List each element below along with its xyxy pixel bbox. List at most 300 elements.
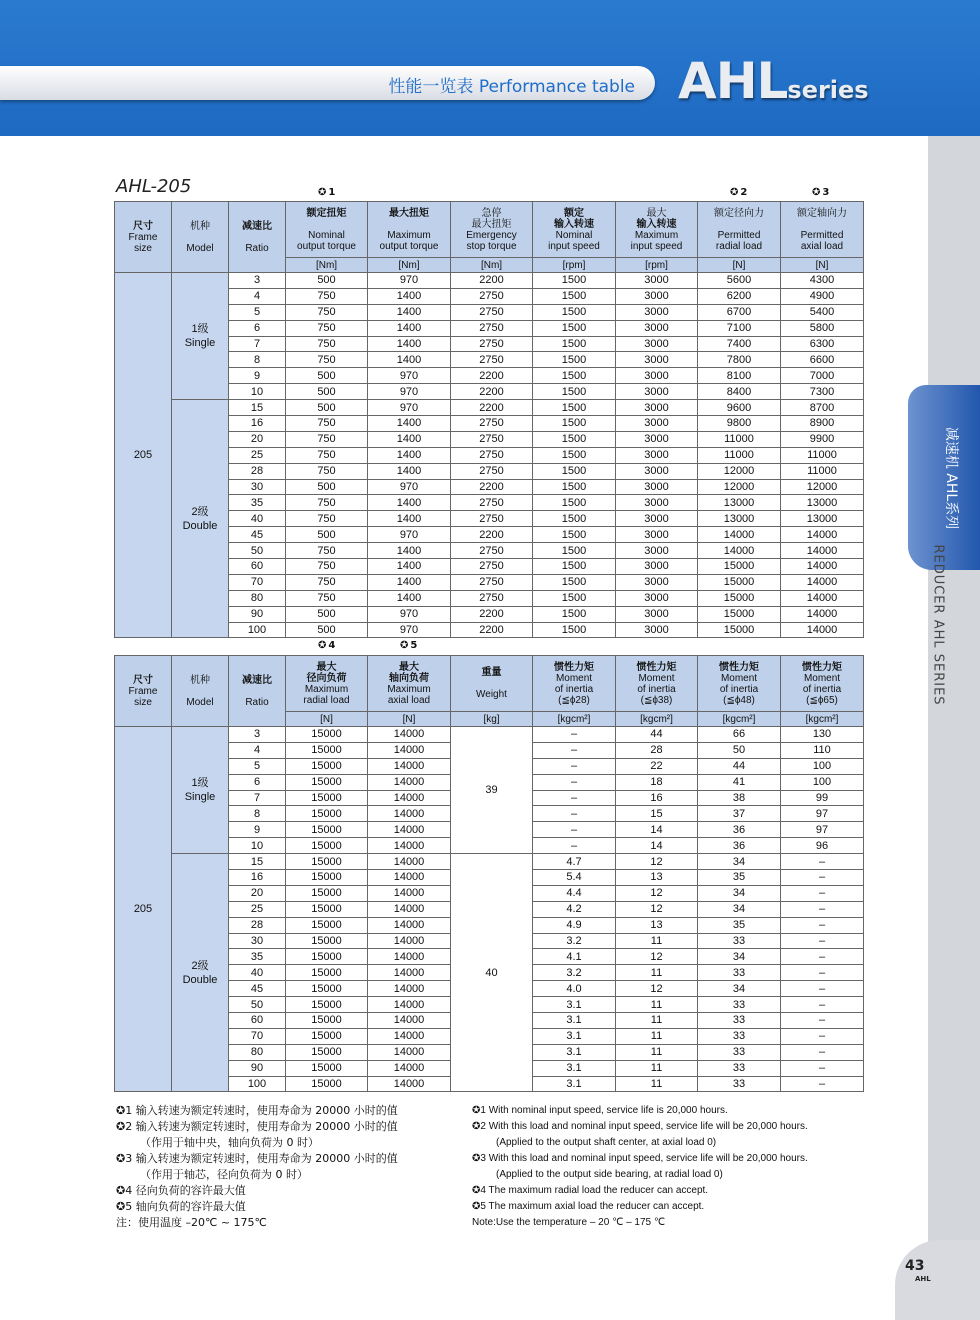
ratio-cell: 16 xyxy=(229,870,286,886)
ratio-cell: 60 xyxy=(229,1013,286,1029)
value-cell: 8400 xyxy=(698,384,781,400)
ratio-cell: 70 xyxy=(229,574,286,590)
note-line: (Applied to the output shaft center, at axial load 0) xyxy=(496,1137,717,1148)
value-cell: 14000 xyxy=(368,870,451,886)
value-cell: 1400 xyxy=(368,352,451,368)
ratio-cell: 50 xyxy=(229,543,286,559)
value-cell: 8700 xyxy=(781,400,864,416)
value-cell: 2750 xyxy=(451,336,533,352)
value-cell: 13000 xyxy=(698,495,781,511)
value-cell: 4.4 xyxy=(533,885,616,901)
unit-cell: [N] xyxy=(368,712,451,727)
value-cell: 4.0 xyxy=(533,981,616,997)
value-cell: – xyxy=(781,1028,864,1044)
value-cell: 37 xyxy=(698,806,781,822)
value-cell: – xyxy=(781,1044,864,1060)
value-cell: 41 xyxy=(698,774,781,790)
col-emergency-torque: 急停 最大扭矩 Emergency stop torque xyxy=(451,202,533,258)
value-cell: 14000 xyxy=(781,574,864,590)
value-cell: 2200 xyxy=(451,479,533,495)
value-cell: 12 xyxy=(616,885,698,901)
value-cell: 2750 xyxy=(451,447,533,463)
header-row xyxy=(115,202,864,258)
col-model: 机种 Model xyxy=(172,656,229,727)
value-cell: 750 xyxy=(286,352,368,368)
value-cell: 15000 xyxy=(286,949,368,965)
value-cell: 15000 xyxy=(698,622,781,638)
value-cell: 3000 xyxy=(616,463,698,479)
value-cell: 3000 xyxy=(616,447,698,463)
value-cell: 28 xyxy=(616,742,698,758)
value-cell: 13000 xyxy=(698,511,781,527)
note-line: ✪3 输入转速为额定转速时，使用寿命为 20000 小时的值 xyxy=(116,1152,398,1165)
unit-cell: [Nm] xyxy=(451,258,533,273)
col-ratio: 减速比 Ratio xyxy=(229,656,286,727)
value-cell: 9800 xyxy=(698,416,781,432)
value-cell: 15000 xyxy=(286,1013,368,1029)
value-cell: 2750 xyxy=(451,304,533,320)
value-cell: 7100 xyxy=(698,320,781,336)
header-banner xyxy=(0,0,980,136)
value-cell: 7800 xyxy=(698,352,781,368)
col-frame-size: 尺寸 Frame size xyxy=(115,202,172,273)
series-logo xyxy=(678,52,869,110)
value-cell: 11 xyxy=(616,1076,698,1092)
value-cell: 750 xyxy=(286,447,368,463)
value-cell: 12000 xyxy=(698,463,781,479)
stage-label-en: Single xyxy=(184,337,216,350)
value-cell: 5.4 xyxy=(533,870,616,886)
value-cell: 2200 xyxy=(451,527,533,543)
ratio-cell: 80 xyxy=(229,590,286,606)
value-cell: 15000 xyxy=(286,965,368,981)
value-cell: 14000 xyxy=(368,758,451,774)
value-cell: 14000 xyxy=(368,727,451,743)
value-cell: 750 xyxy=(286,431,368,447)
value-cell: 15000 xyxy=(286,790,368,806)
stage-label-en: Double xyxy=(182,973,218,986)
value-cell: 500 xyxy=(286,384,368,400)
value-cell: – xyxy=(781,1060,864,1076)
value-cell: 14 xyxy=(616,822,698,838)
col-ratio: 减速比 Ratio xyxy=(229,202,286,273)
value-cell: 750 xyxy=(286,495,368,511)
value-cell: – xyxy=(533,790,616,806)
value-cell: 1400 xyxy=(368,304,451,320)
value-cell: – xyxy=(781,854,864,870)
value-cell: 3000 xyxy=(616,431,698,447)
notes-cn xyxy=(116,1103,476,1231)
value-cell: 33 xyxy=(698,1028,781,1044)
value-cell: 14000 xyxy=(368,1076,451,1092)
value-cell: – xyxy=(781,917,864,933)
table-row xyxy=(115,854,864,870)
ratio-cell: 90 xyxy=(229,606,286,622)
value-cell: 15000 xyxy=(286,774,368,790)
value-cell: 11000 xyxy=(781,463,864,479)
value-cell: 100 xyxy=(781,758,864,774)
value-cell: 6300 xyxy=(781,336,864,352)
value-cell: 1500 xyxy=(533,273,616,289)
stage-single-cell xyxy=(172,727,229,854)
value-cell: 2200 xyxy=(451,384,533,400)
ratio-cell: 30 xyxy=(229,933,286,949)
note-line: ✪2 With this load and nominal input speed, service life will be 20,000 hours. xyxy=(472,1121,808,1132)
value-cell: 750 xyxy=(286,288,368,304)
ratio-cell: 4 xyxy=(229,288,286,304)
performance-table-2 xyxy=(114,655,864,1092)
value-cell: 14000 xyxy=(368,933,451,949)
value-cell: 14000 xyxy=(781,606,864,622)
value-cell: 66 xyxy=(698,727,781,743)
col-inertia-48: 惯性力矩 Moment of inertia (≦ϕ48) xyxy=(698,656,781,712)
value-cell: 3000 xyxy=(616,527,698,543)
note-line: 注：使用温度 –20℃ ~ 175℃ xyxy=(116,1216,267,1229)
note-line: （作用于轴中央，轴向负荷为 0 时） xyxy=(140,1136,319,1149)
value-cell: 1400 xyxy=(368,288,451,304)
value-cell: 15000 xyxy=(698,559,781,575)
value-cell: 2750 xyxy=(451,559,533,575)
value-cell: 15000 xyxy=(286,822,368,838)
ratio-cell: 5 xyxy=(229,758,286,774)
value-cell: 1500 xyxy=(533,320,616,336)
unit-cell: [Nm] xyxy=(368,258,451,273)
stage-label-cn: 1级 xyxy=(191,777,209,790)
value-cell: 9900 xyxy=(781,431,864,447)
unit-cell: [N] xyxy=(286,712,368,727)
header-title-bar xyxy=(0,66,655,100)
unit-cell: [kgcm²] xyxy=(781,712,864,727)
stage-label-cn: 1级 xyxy=(191,323,209,336)
value-cell: 3000 xyxy=(616,574,698,590)
value-cell: 14000 xyxy=(781,622,864,638)
value-cell: 1400 xyxy=(368,559,451,575)
value-cell: 1500 xyxy=(533,336,616,352)
value-cell: 15000 xyxy=(286,901,368,917)
value-cell: 11 xyxy=(616,933,698,949)
value-cell: 11 xyxy=(616,965,698,981)
value-cell: 14000 xyxy=(368,806,451,822)
stage-double-cell xyxy=(172,400,229,638)
value-cell: 99 xyxy=(781,790,864,806)
ratio-cell: 7 xyxy=(229,790,286,806)
value-cell: 34 xyxy=(698,949,781,965)
ratio-cell: 8 xyxy=(229,806,286,822)
col-weight: 重量 Weight xyxy=(451,656,533,712)
value-cell: 9600 xyxy=(698,400,781,416)
value-cell: 3.2 xyxy=(533,933,616,949)
stage-label-cn: 2级 xyxy=(191,959,209,972)
value-cell: 750 xyxy=(286,304,368,320)
unit-cell: [kgcm²] xyxy=(616,712,698,727)
title-en: Performance table xyxy=(478,77,635,97)
table-row xyxy=(115,273,864,289)
ratio-cell: 90 xyxy=(229,1060,286,1076)
value-cell: 3000 xyxy=(616,400,698,416)
series-suffix: series xyxy=(787,76,869,104)
ratio-cell: 7 xyxy=(229,336,286,352)
value-cell: 3000 xyxy=(616,479,698,495)
value-cell: 12 xyxy=(616,981,698,997)
value-cell: 15000 xyxy=(698,606,781,622)
value-cell: 14 xyxy=(616,838,698,854)
value-cell: 1500 xyxy=(533,495,616,511)
value-cell: 1500 xyxy=(533,574,616,590)
value-cell: 33 xyxy=(698,1044,781,1060)
weight-double-cell: 40 xyxy=(451,854,533,1092)
value-cell: 2750 xyxy=(451,288,533,304)
ratio-cell: 28 xyxy=(229,917,286,933)
value-cell: 33 xyxy=(698,965,781,981)
ratio-cell: 3 xyxy=(229,273,286,289)
value-cell: 1500 xyxy=(533,543,616,559)
unit-cell: [Nm] xyxy=(286,258,368,273)
value-cell: – xyxy=(533,774,616,790)
value-cell: 750 xyxy=(286,336,368,352)
ratio-cell: 45 xyxy=(229,527,286,543)
value-cell: 2200 xyxy=(451,606,533,622)
note-line: ✪4 径向负荷的容许最大值 xyxy=(116,1184,246,1197)
value-cell: 7300 xyxy=(781,384,864,400)
note-line: ✪1 With nominal input speed, service life is 20,000 hours. xyxy=(472,1105,728,1116)
value-cell: 1500 xyxy=(533,304,616,320)
stage-label-en: Single xyxy=(184,791,216,804)
col-max-torque: 最大扭矩 Maximum output torque xyxy=(368,202,451,258)
value-cell: 500 xyxy=(286,479,368,495)
table-2-body xyxy=(115,727,864,1092)
value-cell: 33 xyxy=(698,933,781,949)
ratio-cell: 45 xyxy=(229,981,286,997)
ratio-cell: 9 xyxy=(229,822,286,838)
value-cell: 35 xyxy=(698,917,781,933)
col-max-speed: 最大 输入转速 Maximum input speed xyxy=(616,202,698,258)
value-cell: 1400 xyxy=(368,447,451,463)
value-cell: 15000 xyxy=(286,854,368,870)
value-cell: 1400 xyxy=(368,416,451,432)
note-line: ✪1 输入转速为额定转速时，使用寿命为 20000 小时的值 xyxy=(116,1104,398,1117)
col-inertia-65: 惯性力矩 Moment of inertia (≦ϕ65) xyxy=(781,656,864,712)
value-cell: 130 xyxy=(781,727,864,743)
value-cell: 35 xyxy=(698,870,781,886)
value-cell: 14000 xyxy=(368,1044,451,1060)
value-cell: 15 xyxy=(616,806,698,822)
weight-single-cell: 39 xyxy=(451,727,533,854)
ratio-cell: 10 xyxy=(229,838,286,854)
value-cell: 2200 xyxy=(451,273,533,289)
note-marker-4: ✪ 4 xyxy=(318,640,335,651)
value-cell: 11 xyxy=(616,1060,698,1076)
ratio-cell: 8 xyxy=(229,352,286,368)
ratio-cell: 100 xyxy=(229,622,286,638)
value-cell: 4.2 xyxy=(533,901,616,917)
value-cell: 6700 xyxy=(698,304,781,320)
value-cell: 15000 xyxy=(286,1060,368,1076)
value-cell: 22 xyxy=(616,758,698,774)
value-cell: 18 xyxy=(616,774,698,790)
value-cell: 11 xyxy=(616,1028,698,1044)
unit-cell: [N] xyxy=(781,258,864,273)
value-cell: 5800 xyxy=(781,320,864,336)
value-cell: 14000 xyxy=(368,742,451,758)
note-marker-2: ✪ 2 xyxy=(730,187,747,198)
value-cell: 1400 xyxy=(368,495,451,511)
col-nominal-speed: 额定 输入转速 Nominal input speed xyxy=(533,202,616,258)
value-cell: 3.1 xyxy=(533,997,616,1013)
value-cell: 2750 xyxy=(451,320,533,336)
ratio-cell: 20 xyxy=(229,431,286,447)
value-cell: 1400 xyxy=(368,543,451,559)
value-cell: 13000 xyxy=(781,495,864,511)
value-cell: 1500 xyxy=(533,352,616,368)
ratio-cell: 15 xyxy=(229,400,286,416)
value-cell: 11000 xyxy=(781,447,864,463)
value-cell: – xyxy=(781,1013,864,1029)
value-cell: 3000 xyxy=(616,606,698,622)
side-label-cn: 减速机 AHL系列 xyxy=(943,426,959,530)
value-cell: 15000 xyxy=(286,1028,368,1044)
unit-cell: [N] xyxy=(698,258,781,273)
value-cell: 1400 xyxy=(368,590,451,606)
value-cell: 1500 xyxy=(533,368,616,384)
value-cell: 15000 xyxy=(286,1076,368,1092)
value-cell: – xyxy=(533,806,616,822)
value-cell: 1500 xyxy=(533,622,616,638)
value-cell: 14000 xyxy=(368,1028,451,1044)
side-strip xyxy=(928,136,980,1320)
value-cell: 3.1 xyxy=(533,1044,616,1060)
value-cell: 15000 xyxy=(286,997,368,1013)
stage-double-cell xyxy=(172,854,229,1092)
col-radial-load: 额定径向力 Permitted radial load xyxy=(698,202,781,258)
value-cell: – xyxy=(781,949,864,965)
value-cell: 970 xyxy=(368,622,451,638)
value-cell: 14000 xyxy=(368,774,451,790)
note-marker-1: ✪ 1 xyxy=(318,187,335,198)
value-cell: 2750 xyxy=(451,511,533,527)
value-cell: 1500 xyxy=(533,479,616,495)
value-cell: 11 xyxy=(616,1044,698,1060)
value-cell: 14000 xyxy=(368,854,451,870)
ratio-cell: 9 xyxy=(229,368,286,384)
ratio-cell: 40 xyxy=(229,965,286,981)
value-cell: 15000 xyxy=(286,758,368,774)
value-cell: 1500 xyxy=(533,288,616,304)
stage-label-cn: 2级 xyxy=(191,505,209,518)
value-cell: 97 xyxy=(781,806,864,822)
value-cell: 11 xyxy=(616,1013,698,1029)
value-cell: 7000 xyxy=(781,368,864,384)
value-cell: 14000 xyxy=(698,527,781,543)
note-line: ✪2 输入转速为额定转速时，使用寿命为 20000 小时的值 xyxy=(116,1120,398,1133)
value-cell: 15000 xyxy=(286,917,368,933)
value-cell: 1500 xyxy=(533,463,616,479)
table-1-body xyxy=(115,273,864,638)
ratio-cell: 6 xyxy=(229,320,286,336)
value-cell: 33 xyxy=(698,997,781,1013)
value-cell: 3.1 xyxy=(533,1013,616,1029)
ratio-cell: 25 xyxy=(229,901,286,917)
value-cell: 36 xyxy=(698,838,781,854)
value-cell: 34 xyxy=(698,901,781,917)
title-cn: 性能一览表 xyxy=(388,77,474,97)
value-cell: 3000 xyxy=(616,352,698,368)
value-cell: 14000 xyxy=(368,822,451,838)
ratio-cell: 28 xyxy=(229,463,286,479)
header-row xyxy=(115,656,864,712)
value-cell: 1500 xyxy=(533,606,616,622)
col-model: 机种 Model xyxy=(172,202,229,273)
value-cell: 13000 xyxy=(781,511,864,527)
page-number: 43 xyxy=(905,1258,925,1274)
value-cell: 1500 xyxy=(533,431,616,447)
value-cell: 3000 xyxy=(616,304,698,320)
value-cell: 8900 xyxy=(781,416,864,432)
value-cell: – xyxy=(781,1076,864,1092)
note-line: ✪4 The maximum radial load the reducer can accept. xyxy=(472,1185,709,1196)
value-cell: 1500 xyxy=(533,527,616,543)
value-cell: 1400 xyxy=(368,511,451,527)
value-cell: 2750 xyxy=(451,416,533,432)
unit-cell: [rpm] xyxy=(616,258,698,273)
value-cell: 12 xyxy=(616,901,698,917)
value-cell: 33 xyxy=(698,1076,781,1092)
note-line: Note:Use the temperature – 20 ℃ – 175 ℃ xyxy=(472,1217,666,1228)
value-cell: 4.9 xyxy=(533,917,616,933)
value-cell: 15000 xyxy=(698,574,781,590)
value-cell: 14000 xyxy=(781,590,864,606)
ratio-cell: 4 xyxy=(229,742,286,758)
value-cell: – xyxy=(781,901,864,917)
value-cell: 3000 xyxy=(616,384,698,400)
value-cell: 970 xyxy=(368,384,451,400)
ratio-cell: 6 xyxy=(229,774,286,790)
value-cell: 4.7 xyxy=(533,854,616,870)
value-cell: 500 xyxy=(286,622,368,638)
ratio-cell: 60 xyxy=(229,559,286,575)
value-cell: 14000 xyxy=(368,949,451,965)
value-cell: 3.1 xyxy=(533,1060,616,1076)
value-cell: 750 xyxy=(286,590,368,606)
value-cell: 14000 xyxy=(781,543,864,559)
value-cell: 750 xyxy=(286,320,368,336)
value-cell: 970 xyxy=(368,273,451,289)
value-cell: – xyxy=(781,933,864,949)
col-inertia-28: 惯性力矩 Moment of inertia (≦ϕ28) xyxy=(533,656,616,712)
value-cell: 2200 xyxy=(451,622,533,638)
value-cell: 14000 xyxy=(368,885,451,901)
value-cell: 7400 xyxy=(698,336,781,352)
value-cell: 3000 xyxy=(616,559,698,575)
value-cell: 12000 xyxy=(781,479,864,495)
value-cell: 13 xyxy=(616,870,698,886)
ratio-cell: 15 xyxy=(229,854,286,870)
value-cell: 3000 xyxy=(616,336,698,352)
value-cell: 3.1 xyxy=(533,1076,616,1092)
ratio-cell: 40 xyxy=(229,511,286,527)
ratio-cell: 80 xyxy=(229,1044,286,1060)
ratio-cell: 5 xyxy=(229,304,286,320)
ratio-cell: 35 xyxy=(229,949,286,965)
value-cell: 2750 xyxy=(451,574,533,590)
ratio-cell: 70 xyxy=(229,1028,286,1044)
value-cell: – xyxy=(781,870,864,886)
value-cell: 970 xyxy=(368,368,451,384)
value-cell: 3000 xyxy=(616,511,698,527)
value-cell: 500 xyxy=(286,273,368,289)
ratio-cell: 50 xyxy=(229,997,286,1013)
value-cell: 34 xyxy=(698,981,781,997)
value-cell: 15000 xyxy=(286,981,368,997)
